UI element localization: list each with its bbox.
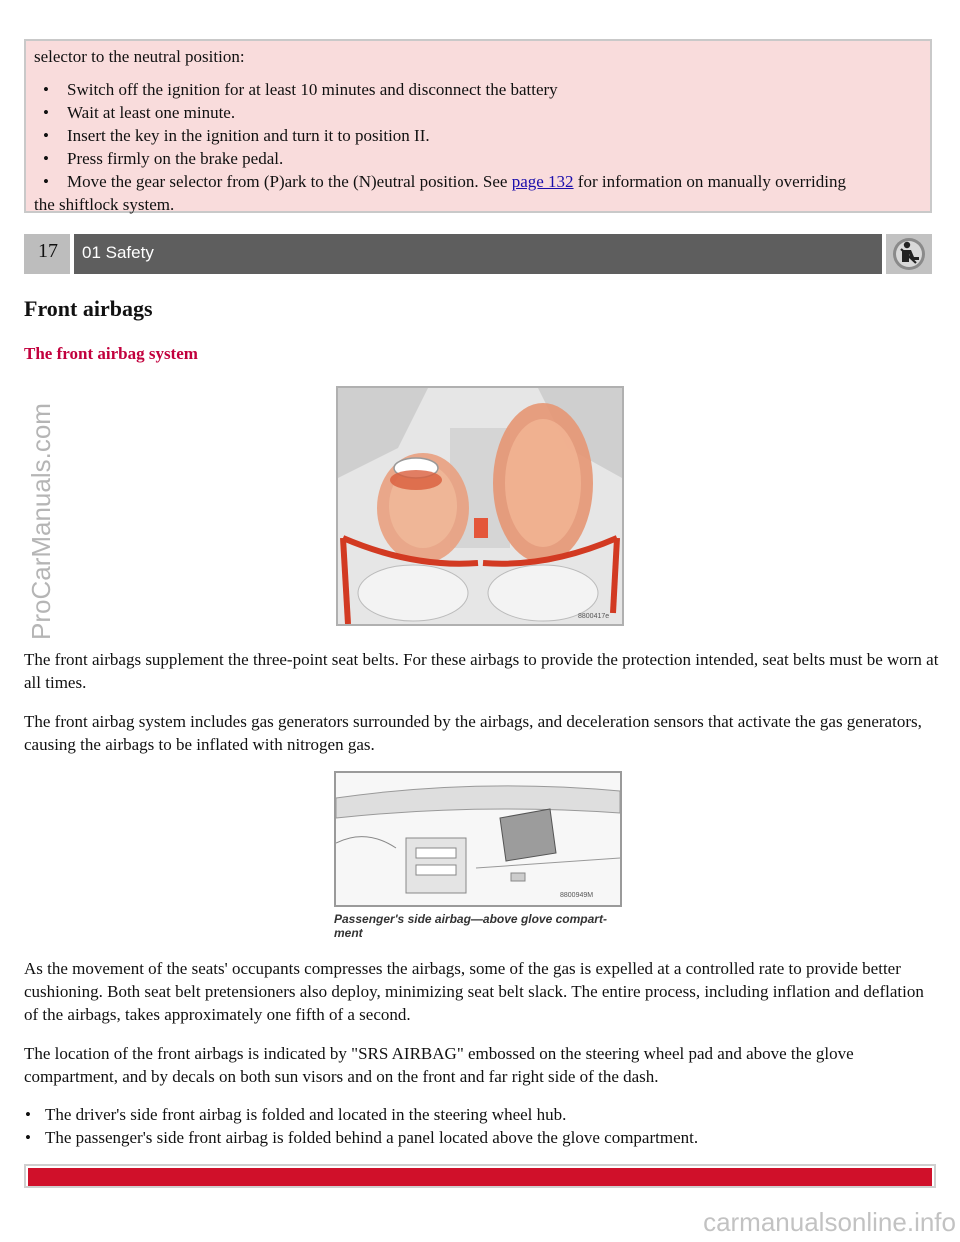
side-watermark: ProCarManuals.com xyxy=(26,403,56,640)
warning-note-box xyxy=(24,39,932,213)
note-item xyxy=(67,170,922,193)
page-title: Front airbags xyxy=(24,296,153,321)
warning-box-header xyxy=(24,1164,936,1188)
paragraph: The front airbags supplement the three-point seat belts. For these airbags to provide the protection intended, seat belts must be worn at all times. xyxy=(24,650,939,692)
paragraph: The front airbag system includes gas generators surrounded by the airbags, and deceleration sensors that activate the gas generators, causing the airbags to be inflated with nitrogen gas. xyxy=(24,712,922,754)
list-item: • The passenger's side front airbag is folded behind a panel located above the glove compartment. xyxy=(45,1126,960,1149)
note-lead: selector to the neutral position: xyxy=(34,47,245,66)
bottom-watermark: carmanualsonline.info xyxy=(703,1207,956,1237)
page-132-link[interactable]: page 132 xyxy=(511,172,574,191)
note-item: • Switch off the ignition for at least 10 minutes and disconnect the battery xyxy=(67,78,922,101)
seatbelt-icon xyxy=(886,234,932,274)
warning-bar xyxy=(28,1168,932,1186)
paragraph: As the movement of the seats' occupants compresses the airbags, some of the gas is expelled at a controlled rate to provide better cushioning. Both seat belt pretensioners also deploy, minimizing seat belt slack. The entire process, including inflation and deflation of the airbags, takes approximately one fifth of a second. xyxy=(24,959,924,1024)
note-item-text: Move the gear selector from (P)ark to the (N)eutral position. See xyxy=(67,172,512,191)
dashboard-airbag-illustration xyxy=(334,771,622,907)
note-continuation: the shiftlock system. xyxy=(34,195,175,214)
figure-caption: Passenger's side airbag—above glove compart- ment xyxy=(334,912,607,940)
airbag-location-list xyxy=(24,1103,960,1149)
figure-code: 8800417e xyxy=(578,613,610,620)
section-header xyxy=(24,234,932,274)
list-item: • The driver's side front airbag is folded and located in the steering wheel hub. xyxy=(45,1103,960,1126)
front-airbags-illustration xyxy=(336,386,624,626)
section-subtitle: The front airbag system xyxy=(24,344,198,363)
note-item: • Insert the key in the ignition and turn it to position II. xyxy=(67,124,922,147)
note-list xyxy=(34,78,922,193)
note-item: • Wait at least one minute. xyxy=(67,101,922,124)
note-item: • Press firmly on the brake pedal. xyxy=(67,147,922,170)
note-item-text-after: for information on manually overriding xyxy=(573,172,846,191)
page-number: 17 xyxy=(24,234,70,274)
section-title: 01 Safety xyxy=(74,234,882,274)
figure-code: 8800949M xyxy=(560,892,594,899)
paragraph: The location of the front airbags is indicated by "SRS AIRBAG" embossed on the steering wheel pad and above the glove compartment, and by decals on both sun visors and on the front and far right side of the dash. xyxy=(24,1044,854,1086)
